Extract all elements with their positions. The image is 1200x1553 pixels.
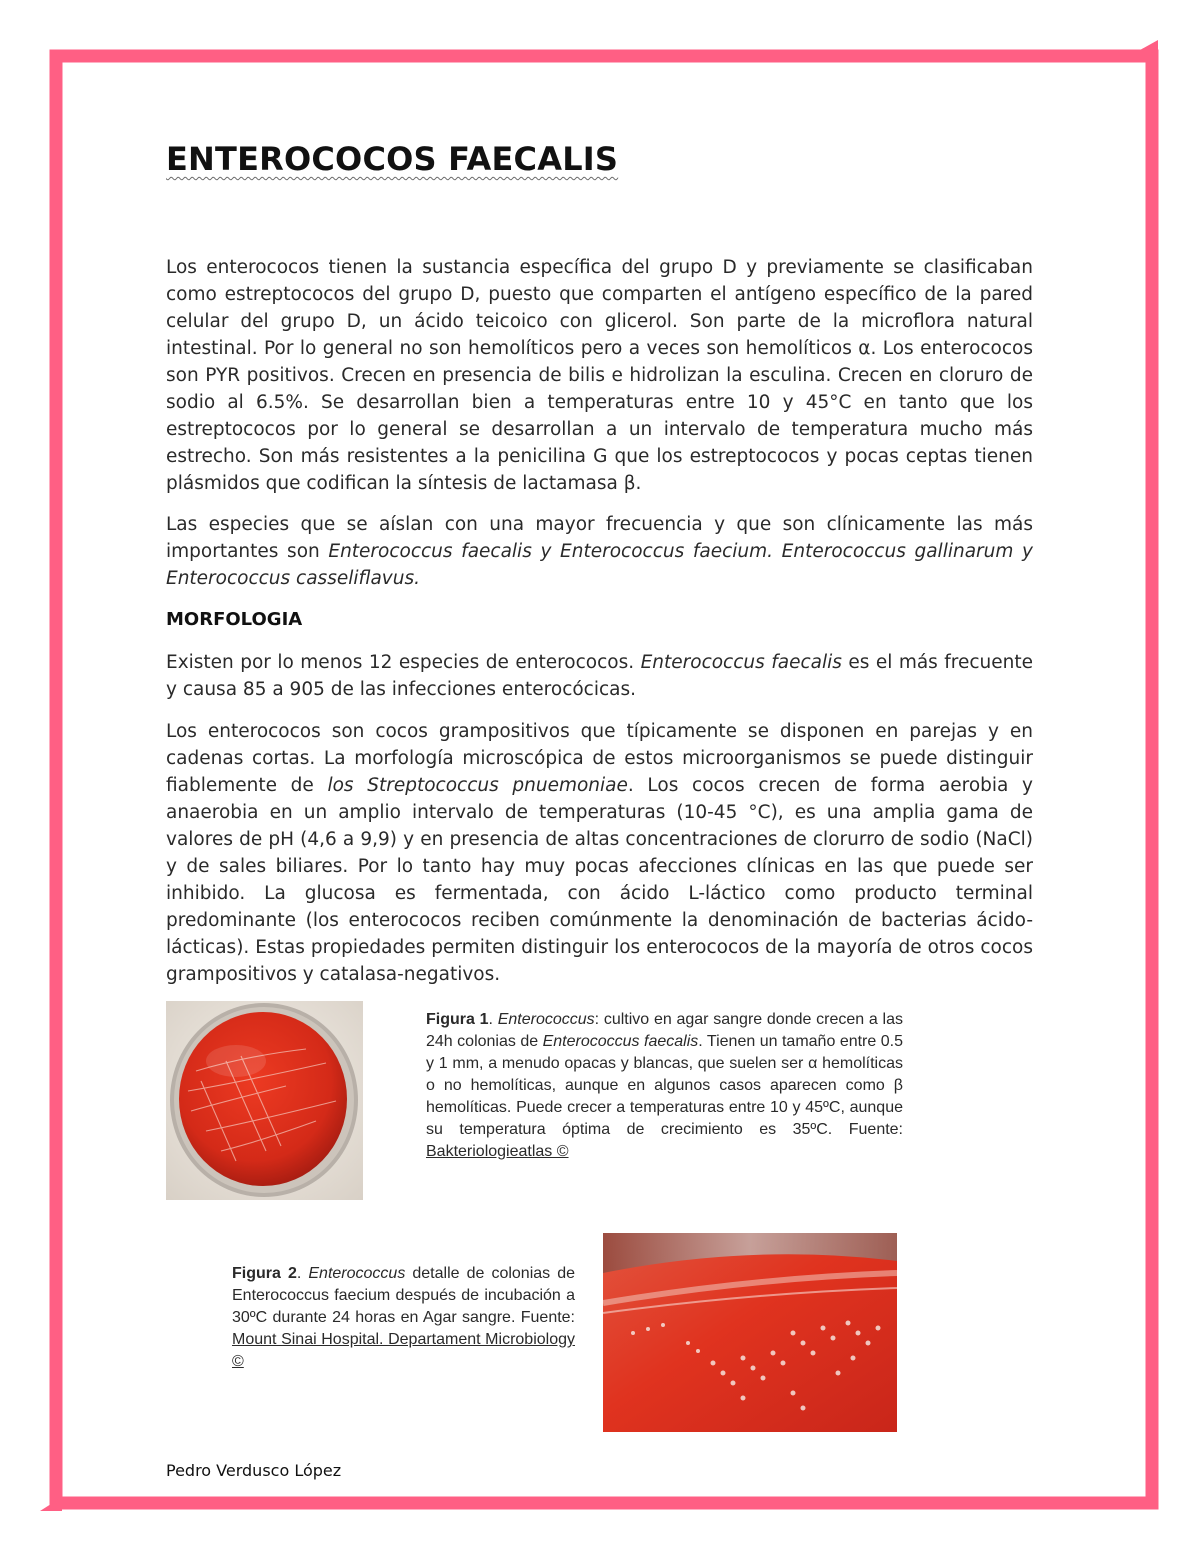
figure2-genus: Enterococcus (308, 1265, 406, 1282)
species-text: Las especies que se aíslan con una mayor frecuencia y que son clínicamente las más importantes son (166, 514, 1033, 562)
species-paragraph (166, 511, 1033, 592)
species-name-faecalis: Enterococcus faecalis (640, 652, 842, 673)
figure1-source-link[interactable]: Bakteriologieatlas © (426, 1143, 569, 1160)
author-footer: Pedro Verdusco López (166, 1461, 342, 1480)
figure1-genus: Enterococcus (497, 1011, 595, 1028)
figure1-text-b: . Tienen un tamaño entre 0.5 y 1 mm, a menudo opacas y blancas, que suelen ser α hemolíticas o no hemolíticas, aunque en algunos casos aparecen como β hemolíticas. Puede crecer a temperaturas entre 10 y 45ºC, aunque su temperatura óptima de crecimiento es 35ºC. Fuente: (426, 1033, 903, 1138)
morphology-paragraph-1 (166, 649, 1033, 703)
morphology-text-2b: . Los cocos crecen de forma aerobia y anaerobia en un amplio intervalo de temperaturas (10-45 °C), es una amplia gama de valores de pH (4,6 a 9,9) y en presencia de altas concentraciones de clorurro de sodio (NaCl) y de sales biliares. Por lo tanto hay muy pocas afecciones clínicas en las que puede ser inhibido. La glucosa es fermentada, con ácido L-láctico como producto terminal predominante (los enterococos reciben comúnmente la denominación de bacterias ácido-lácticas). Estas propiedades permiten distinguir los enterococos de la mayoría de otros cocos grampositivos y catalasa-negativos. (166, 775, 1033, 985)
species-name-pneumoniae: los Streptococcus pnuemoniae (327, 775, 628, 796)
section-heading: MORFOLOGIA (166, 609, 303, 630)
figure2-source-link[interactable]: Mount Sinai Hospital. Departament Microbiology © (232, 1331, 575, 1370)
figure1-caption (426, 1009, 903, 1163)
page-title: ENTEROCOCOS FAECALIS (166, 140, 619, 178)
morphology-paragraph-2 (166, 718, 1033, 988)
species-names: Enterococcus faecalis y Enterococcus faecium. Enterococcus gallinarum y Enterococcus casseliflavus. (166, 541, 1033, 589)
figure2-label: Figura 2 (232, 1265, 297, 1282)
figure2-sep: . (296, 1265, 309, 1282)
intro-paragraph (166, 254, 1033, 497)
figure2-image (603, 1233, 897, 1432)
figure1-species: Enterococcus faecalis (542, 1033, 699, 1050)
figure1-image (166, 1001, 363, 1200)
figure2-text: detalle de colonias de Enterococcus faecium después de incubación a 30ºC durante 24 horas en Agar sangre. Fuente: (232, 1265, 576, 1326)
intro-text: Los enterococos tienen la sustancia específica del grupo D y previamente se clasificaban como estreptococos del grupo D, puesto que comparten el antígeno específico de la pared celular del grupo D, un ácido teicoico con glicerol. Son parte de la microflora natural intestinal. Por lo general no son hemolíticos pero a veces son hemolíticos α. Los enterococos son PYR positivos. Crecen en presencia de bilis e hidrolizan la esculina. Crecen en cloruro de sodio al 6.5%. Se desarrollan bien a temperaturas entre 10 y 45°C en tanto que los estreptococos por lo general se desarrollan a un intervalo de temperatura mucho más estrecho. Son más resistentes a la penicilina G que los estreptococos y pocas ceptas tienen plásmidos que codifican la síntesis de lactamasa β. (166, 257, 1033, 494)
morphology-text-2a: Los enterococos son cocos grampositivos que típicamente se disponen en parejas y en cadenas cortas. La morfología microscópica de estos microorganismos se puede distinguir fiablemente de (166, 721, 1033, 796)
figure1-label: Figura 1 (426, 1011, 489, 1028)
morphology-text-1a: Existen por lo menos 12 especies de enterococos. (166, 652, 641, 673)
figure1-text-a: : cultivo en agar sangre donde crecen a las 24h colonias de (426, 1011, 903, 1050)
figure2-caption (232, 1263, 575, 1373)
morphology-text-1b: es el más frecuente y causa 85 a 905 de las infecciones enterocócicas. (166, 652, 1034, 700)
figure1-sep: . (488, 1011, 498, 1028)
